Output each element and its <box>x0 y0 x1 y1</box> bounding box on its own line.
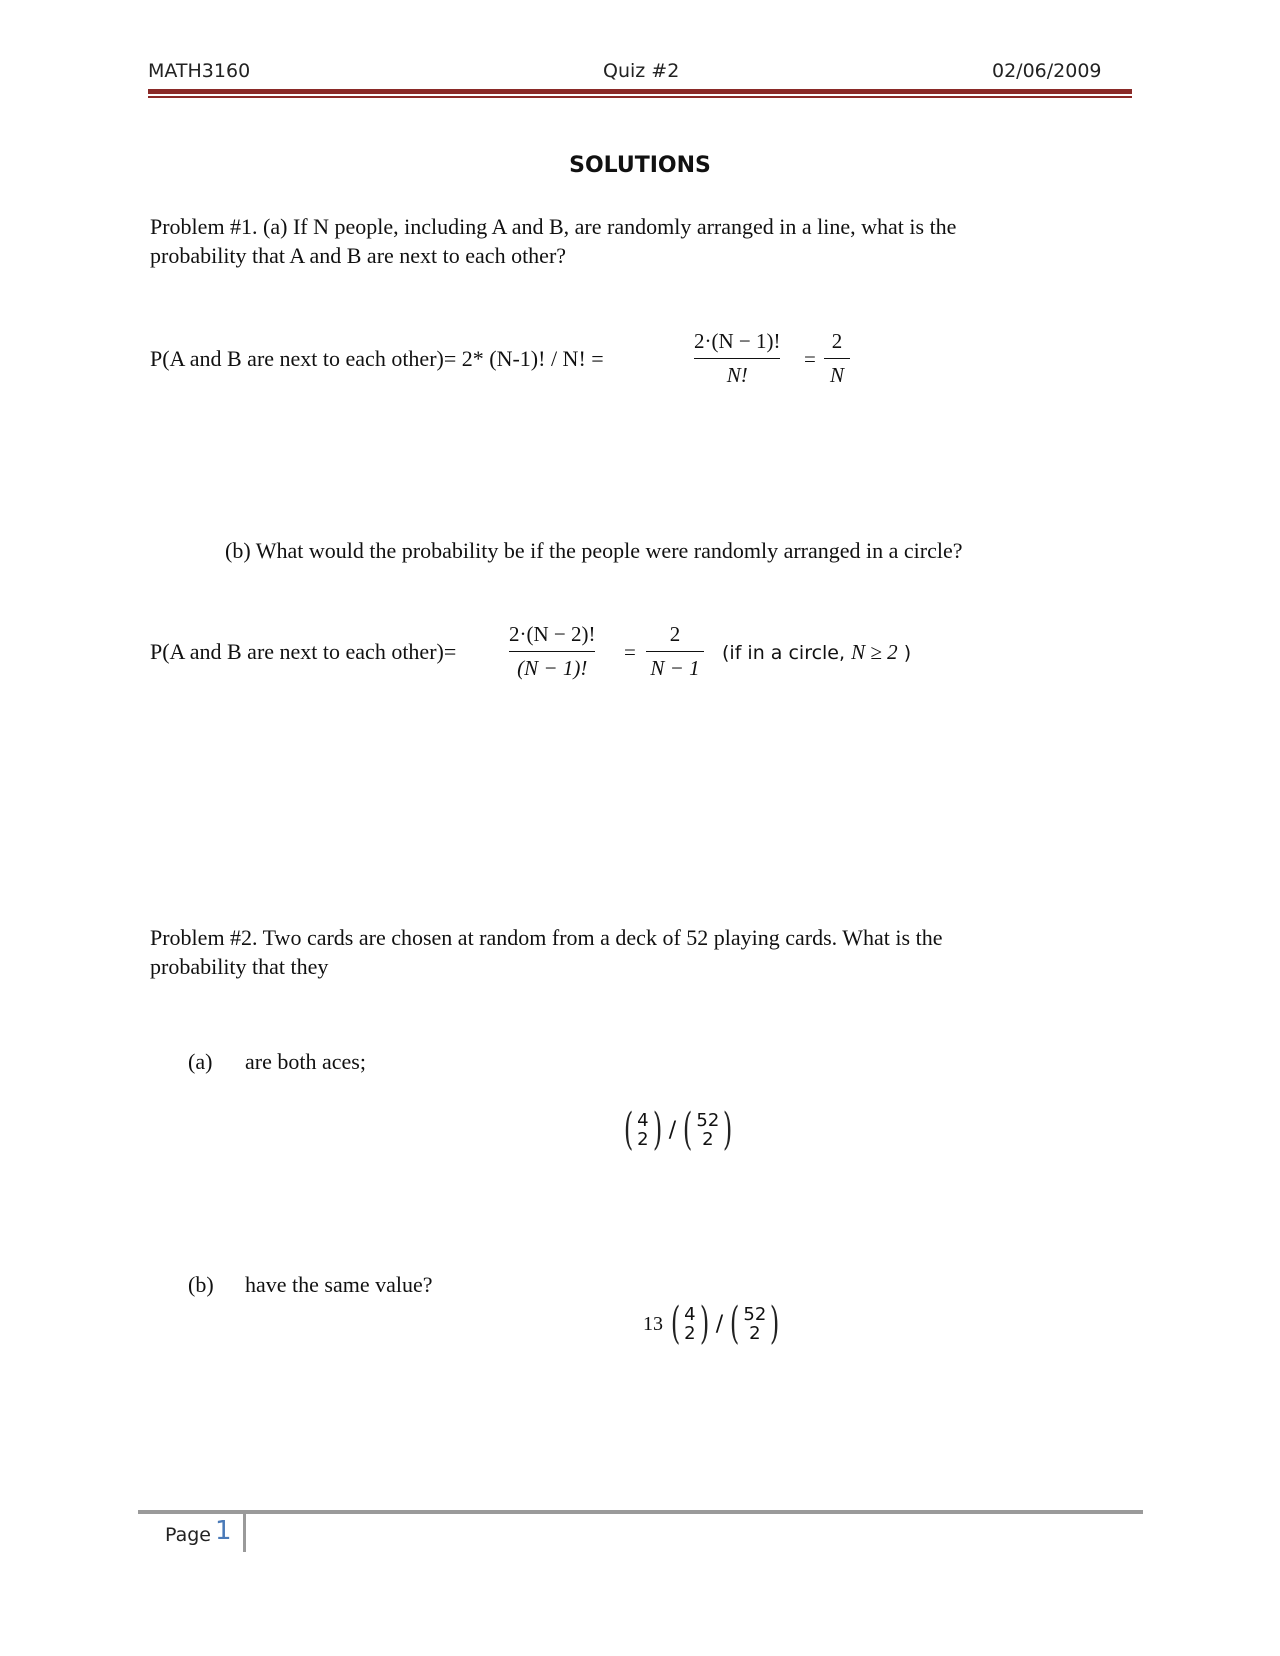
fraction-denominator: N − 1 <box>650 656 700 680</box>
binom-small <box>684 1305 695 1343</box>
division-slash: / <box>668 1117 677 1143</box>
division-slash: / <box>715 1311 724 1337</box>
problem1-answer-a-fraction2 <box>824 329 850 388</box>
problem1-answer-b-fraction1 <box>509 622 595 681</box>
problem2-answer-a <box>620 1104 736 1155</box>
fraction-denominator: N! <box>726 363 748 387</box>
footer-page-label: Page <box>165 1524 211 1546</box>
binom-big <box>696 1111 719 1149</box>
footer-page-number: 1 <box>215 1516 232 1546</box>
problem1-answer-a-equals: = <box>804 347 816 371</box>
binom-bottom: 2 <box>684 1323 696 1344</box>
fraction-numerator: 2 <box>669 622 681 646</box>
binom-top: 4 <box>637 1110 649 1131</box>
fraction-numerator: 2·(N − 2)! <box>509 622 596 646</box>
note-open: (if in a circle, <box>722 642 846 664</box>
header-title: Quiz #2 <box>603 60 680 82</box>
fraction-bar <box>824 358 850 359</box>
right-paren: ) <box>699 1298 709 1349</box>
note-condition: N ≥ 2 <box>851 640 898 664</box>
binom-bottom: 2 <box>749 1323 761 1344</box>
problem1-answer-b-fraction2 <box>646 622 704 681</box>
problem1-question-line1: Problem #1. (a) If N people, including A and B, are randomly arranged in a line, what is the <box>150 214 957 239</box>
problem1-answer-b-note <box>722 640 911 665</box>
problem1-question-line2: probability that A and B are next to each other? <box>150 243 567 268</box>
problem1-answer-b-prefix: P(A and B are next to each other)= <box>150 639 457 664</box>
left-paren: ( <box>623 1104 634 1155</box>
binom-bottom: 2 <box>702 1129 714 1150</box>
problem2-answer-b <box>643 1298 783 1349</box>
header-date: 02/06/2009 <box>992 60 1102 82</box>
fraction-numerator: 2 <box>831 329 843 353</box>
right-paren: ) <box>652 1104 662 1155</box>
problem2-part-b-label: (b) <box>188 1272 214 1297</box>
right-paren: ) <box>770 1298 780 1349</box>
fraction-bar <box>694 358 780 359</box>
right-paren: ) <box>723 1104 733 1155</box>
problem1-answer-a-fraction1 <box>694 329 780 388</box>
note-close: ) <box>903 642 912 664</box>
problem2-part-a-label: (a) <box>188 1049 213 1074</box>
left-paren: ( <box>670 1298 681 1349</box>
binom-small <box>637 1111 648 1149</box>
fraction-bar <box>509 651 595 652</box>
problem2-question-line1: Problem #2. Two cards are chosen at random from a deck of 52 playing cards. What is the <box>150 925 943 950</box>
footer-rule <box>138 1510 1143 1514</box>
page-heading: SOLUTIONS <box>569 153 711 178</box>
binom-top: 52 <box>743 1304 767 1325</box>
problem1-question-b: (b) What would the probability be if the people were randomly arranged in a circle? <box>225 538 963 563</box>
binom-big <box>743 1305 766 1343</box>
problem1-answer-b-equals: = <box>624 640 636 664</box>
fraction-bar <box>646 651 704 652</box>
fraction-denominator: N <box>829 363 844 387</box>
fraction-numerator: 2·(N − 1)! <box>694 329 781 353</box>
fraction-denominator: (N − 1)! <box>517 656 588 680</box>
problem2-part-b-text: have the same value? <box>245 1272 433 1297</box>
left-paren: ( <box>683 1104 693 1155</box>
problem2-part-a-text: are both aces; <box>245 1049 366 1074</box>
coefficient: 13 <box>643 1312 663 1335</box>
problem1-answer-a-prefix: P(A and B are next to each other)= 2* (N-1)! / N! = <box>150 346 604 371</box>
header-rule-thick <box>148 89 1132 94</box>
header-course: MATH3160 <box>148 60 251 82</box>
problem2-question-line2: probability that they <box>150 954 329 979</box>
binom-top: 4 <box>684 1304 696 1325</box>
header-rule-thin <box>148 96 1132 98</box>
binom-top: 52 <box>696 1110 720 1131</box>
left-paren: ( <box>730 1298 740 1349</box>
binom-bottom: 2 <box>637 1129 649 1150</box>
footer-divider <box>243 1512 246 1552</box>
